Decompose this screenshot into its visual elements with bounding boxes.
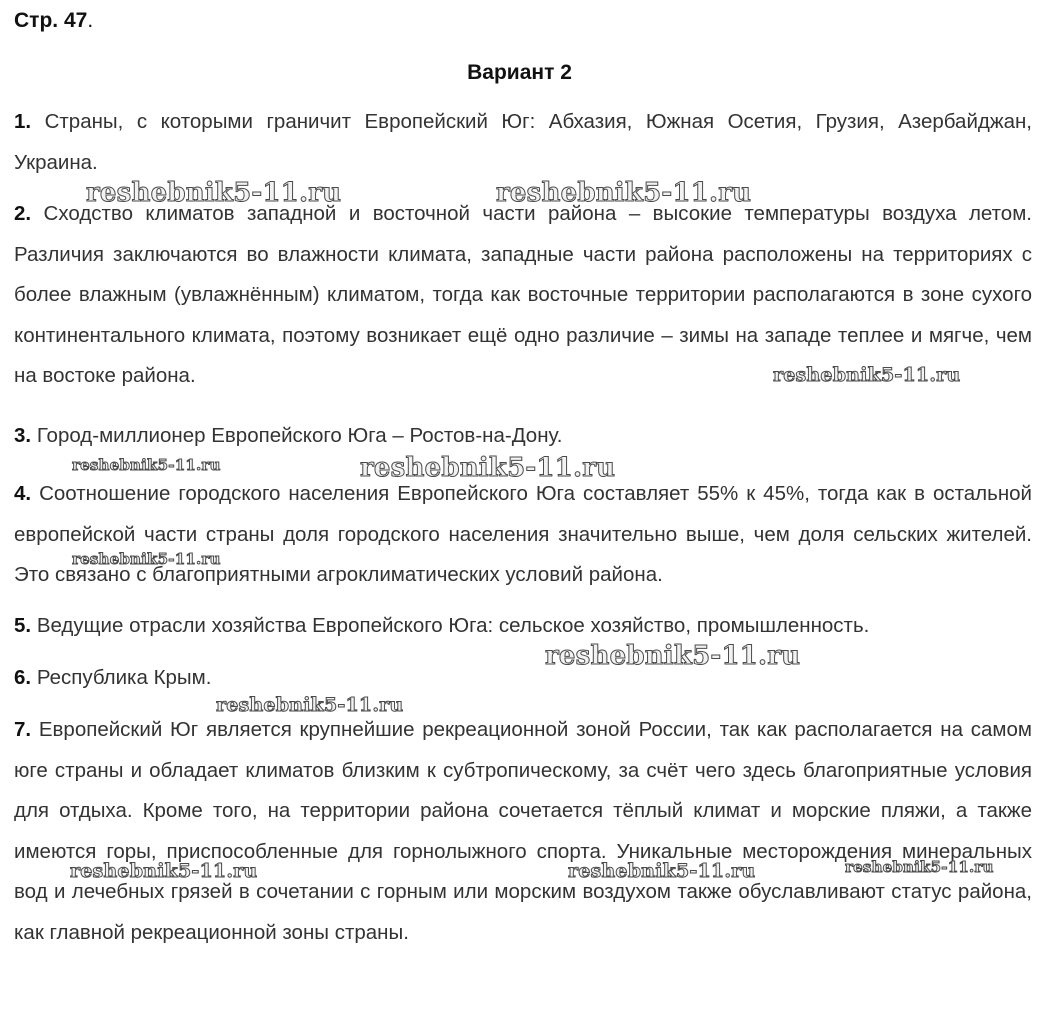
answer-text: Республика Крым. [36, 666, 212, 689]
answer-number: 5. [14, 614, 32, 637]
answer-item-5 [14, 606, 1032, 647]
answer-item-6 [14, 658, 1032, 699]
watermark: reshebnik5-11.ru [70, 860, 258, 882]
answer-text: Сходство климатов западной и восточной части района – высокие температуры воздуха летом. Различия заключаются во влажности климата, западные части района расположены на территориях с более влажным (увлажнённым) климатом, тогда как восточные территории располагаются в зоне сухого континентального климата, поэтому возникает ещё одно различие – зимы на западе теплее и мягче, чем на востоке района. [14, 202, 1032, 387]
answer-item-7 [14, 710, 1032, 953]
watermark: reshebnik5-11.ru [773, 364, 961, 386]
watermark: reshebnik5-11.ru [216, 694, 404, 716]
answer-item-3 [14, 416, 1032, 457]
page-reference [14, 9, 93, 33]
answer-number: 1. [14, 110, 32, 133]
answer-number: 3. [14, 424, 32, 447]
watermark: reshebnik5-11.ru [72, 550, 221, 568]
answer-number: 4. [14, 482, 32, 505]
page-reference-text: Стр. 47 [14, 9, 88, 32]
answer-text: Ведущие отрасли хозяйства Европейского Юга: сельское хозяйство, промышленность. [36, 614, 870, 637]
watermark: reshebnik5-11.ru [568, 860, 756, 882]
answer-number: 7. [14, 718, 32, 741]
watermark: reshebnik5-11.ru [496, 178, 752, 208]
watermark: reshebnik5-11.ru [72, 456, 221, 474]
page-reference-dot: . [87, 9, 94, 32]
answer-item-2 [14, 194, 1032, 397]
variant-title: Вариант 2 [467, 61, 572, 84]
answer-text: Страны, с которыми граничит Европейский Юг: Абхазия, Южная Осетия, Грузия, Азербайджан, Украина. [14, 110, 1032, 174]
answer-text: Соотношение городского населения Европейского Юга составляет 55% к 45%, тогда как в остальной европейской части страны доля городского населения значительно выше, чем доля сельских жителей. Это связано с благоприятными агроклиматических условий района. [14, 482, 1032, 586]
answer-text: Город-миллионер Европейского Юга – Ростов-на-Дону. [36, 424, 563, 447]
watermark: reshebnik5-11.ru [545, 641, 801, 671]
answer-number: 6. [14, 666, 32, 689]
answer-item-4 [14, 474, 1032, 596]
watermark: reshebnik5-11.ru [845, 858, 994, 876]
answer-item-1 [14, 102, 1032, 183]
watermark: reshebnik5-11.ru [360, 453, 616, 483]
watermark: reshebnik5-11.ru [86, 178, 342, 208]
answer-number: 2. [14, 202, 32, 225]
answer-text: Европейский Юг является крупнейшие рекреационной зоной России, так как располагается на самом юге страны и обладает климатов близким к субтропическому, за счёт чего здесь благоприятные условия для отдыха. Кроме того, на территории района сочетается тёплый климат и морские пляжи, а также имеются горы, приспособленные для горнолыжного спорта. Уникальные месторождения минеральных вод и лечебных грязей в сочетании с горным или морским воздухом также обуславливают статус района, как главной рекреационной зоны страны. [14, 718, 1032, 944]
